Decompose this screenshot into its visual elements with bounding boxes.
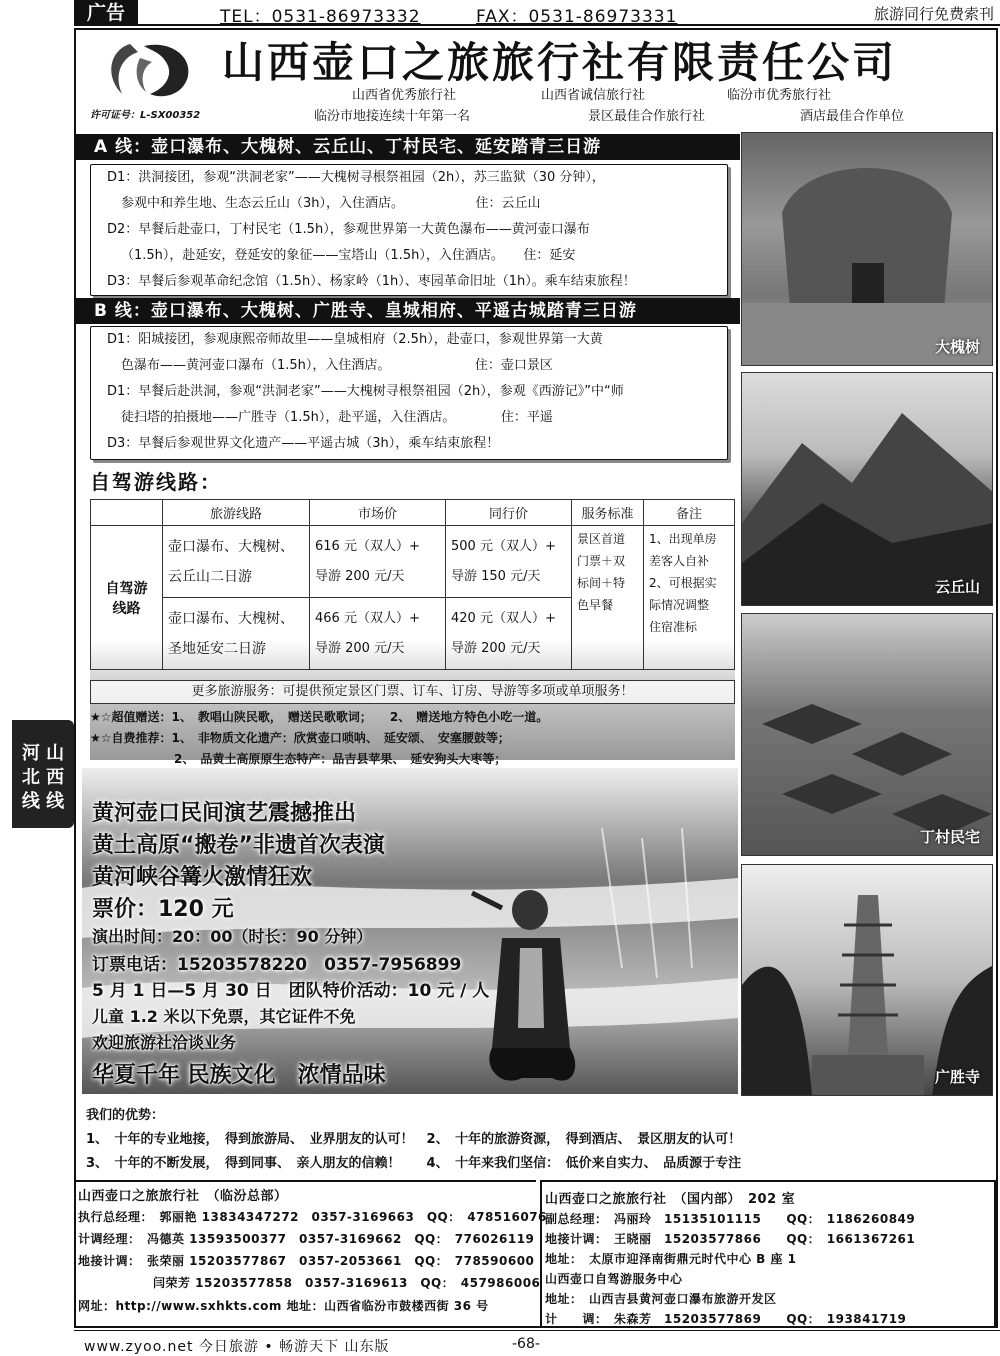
photo-label: 广胜寺 [934, 1068, 980, 1086]
route-cell: 壶口瀑布、大槐树、 云丘山二日游 [163, 526, 310, 598]
honor: 山西省诚信旅行社 [541, 88, 646, 103]
show-price: 票价：120 元 [92, 897, 234, 922]
itinerary-row: D2：早餐后赴壶口，丁村民宅（1.5h），参观世界第一大黄色瀑布——黄河壶口瀑布 [107, 222, 590, 237]
contact-row: 计 调： 朱森芳 15203577869 QQ： 193841719 [545, 1312, 907, 1326]
contact-row: 网址：http://www.sxhkts.com 地址：山西省临汾市鼓楼西街 36 号 [78, 1299, 489, 1313]
index-label: 旅游同行免费索刊 [873, 5, 994, 23]
itinerary-row: D1：早餐后赴洪洞，参观“洪洞老家”——大槐树寻根祭祖园（2h），参观《西游记》”中“师 [107, 384, 624, 399]
line-a-title: A 线：壶口瀑布、大槐树、云丘山、丁村民宅、延安踏青三日游 [76, 134, 740, 160]
remark: 1、出现单房 差客人自补 2、可根据实 际情况调整 住宿准标 [644, 526, 735, 670]
license-number: 许可证号：L-SX00352 [90, 110, 201, 121]
show-slogan: 华夏千年 民族文化 浓情品味 [92, 1063, 386, 1088]
photo-yunqiushan [741, 372, 993, 606]
contact-title: 山西壶口之旅旅行社 （临汾总部） [78, 1189, 288, 1204]
contact-row: 地址： 太原市迎泽南街鼎元时代中心 B 座 1 [545, 1252, 797, 1266]
table-header: 市场价 [310, 500, 446, 526]
market-price: 616 元（双人）+ 导游 200 元/天 [310, 526, 446, 598]
footer-site: www.zyoo.net 今日旅游 • 畅游天下 山东版 [84, 1339, 390, 1355]
side-text: 北 西 [21, 767, 65, 788]
gift-line: ★☆自费推荐：1、 非物质文化遗产：欣赏壶口唢呐、 延安颂、 安塞腰鼓等； [90, 731, 510, 745]
honor: 酒店最佳合作单位 [800, 109, 905, 124]
itinerary-row: D1：洪洞接团，参观“洪洞老家”——大槐树寻根祭祖园（2h），苏三监狱（30 分钟）， [107, 170, 605, 185]
peer-price: 420 元（双人）+ 导游 200 元/天 [446, 598, 572, 670]
itinerary-row: 色瀑布——黄河壶口瀑布（1.5h），入住酒店。 住：壶口景区 [121, 358, 553, 373]
line-b-title: B 线：壶口瀑布、大槐树、广胜寺、皇城相府、平遥古城踏青三日游 [76, 298, 740, 324]
company-name: 山西壶口之旅旅行社有限责任公司 [222, 38, 898, 87]
honor: 景区最佳合作旅行社 [588, 109, 706, 124]
advantages-row: 1、 十年的专业地接， 得到旅游局、 业界朋友的认可！ 2、 十年的旅游资源， 得到酒店、 景区朋友的认可！ [86, 1132, 742, 1147]
itinerary-row: 参观中和养生地、生态云丘山（3h），入住酒店。 住：云丘山 [121, 196, 541, 211]
itinerary-row: D3：早餐后参观世界文化遗产——平遥古城（3h），乘车结束旅程！ [107, 436, 500, 451]
show-time: 演出时间：20：00（时长：90 分钟） [92, 927, 373, 946]
company-logo-icon [100, 36, 200, 104]
show-line: 儿童 1.2 米以下免票，其它证件不免 [92, 1007, 356, 1026]
show-line: 欢迎旅游社洽谈业务 [92, 1033, 237, 1052]
photo-label: 云丘山 [934, 578, 980, 596]
contact-row: 地址： 山西吉县黄河壶口瀑布旅游开发区 [545, 1292, 777, 1306]
table-header-empty [91, 500, 163, 526]
show-phone: 订票电话：15203578220 0357-7956899 [92, 955, 462, 975]
fax-number: FAX：0531-86973331 [476, 7, 678, 27]
itinerary-row: 徒扫塔的拍摄地——广胜寺（1.5h），赴平遥，入住酒店。 住：平遥 [121, 410, 553, 425]
show-promo: 5 月 1 日—5 月 30 日 团队特价活动：10 元 / 人 [92, 981, 490, 1001]
contact-row: 地接计调： 王晓丽 15203577866 QQ： 1661367261 [545, 1232, 916, 1246]
honor: 山西省优秀旅行社 [352, 88, 457, 103]
line-b-itinerary [90, 326, 728, 460]
honor: 临汾市地接连续十年第一名 [314, 109, 471, 124]
tel-number: TEL：0531-86973332 [220, 7, 421, 27]
side-text: 河 山 [21, 743, 65, 764]
contact-row: 山西壶口自驾游服务中心 [545, 1272, 683, 1286]
contact-title: 山西壶口之旅旅行社 （国内部） 202 室 [545, 1192, 796, 1207]
peer-price: 500 元（双人）+ 导游 150 元/天 [446, 526, 572, 598]
photo-label: 丁村民宅 [919, 828, 980, 846]
advantages-title: 我们的优势： [86, 1108, 165, 1123]
page-number: -68- [512, 1336, 540, 1352]
selfdrive-title: 自驾游线路： [90, 470, 222, 494]
line-a-itinerary [90, 164, 728, 296]
route-cell: 壶口瀑布、大槐树、 圣地延安二日游 [163, 598, 310, 670]
itinerary-row: （1.5h），赴延安，登延安的象征——宝塔山（1.5h），入住酒店。 住：延安 [121, 248, 576, 263]
contact-row: 副总经理： 冯丽玲 15135101115 QQ： 1186260849 [545, 1212, 916, 1226]
side-text: 线 线 [21, 791, 65, 812]
photo-label: 大槐树 [934, 338, 980, 356]
table-header: 旅游线路 [163, 500, 310, 526]
show-line: 黄河壶口民间演艺震撼推出 [92, 801, 357, 826]
itinerary-row: D1：阳城接团，参观康熙帝师故里——皇城相府（2.5h），赴壶口，参观世界第一大黄 [107, 332, 603, 347]
table-header: 同行价 [446, 500, 572, 526]
gift-line: 2、 品黄土高原原生态特产：品吉县苹果、 延安狗头大枣等； [90, 752, 507, 766]
show-line: 黄河峡谷篝火激情狂欢 [92, 865, 313, 890]
market-price: 466 元（双人）+ 导游 200 元/天 [310, 598, 446, 670]
contact-row: 地接计调： 张荣丽 15203577867 0357-2053661 QQ： 778590600 [78, 1254, 535, 1268]
selfdrive-table [90, 499, 735, 670]
show-banner [82, 768, 738, 1094]
table-header: 服务标准 [572, 500, 644, 526]
photo-guangshengsi [741, 864, 993, 1096]
contact-row: 闫荣芳 15203577858 0357-3169613 QQ： 457986006 [78, 1276, 541, 1290]
table-row [91, 526, 735, 598]
service-standard: 景区首道 门票＋双 标间＋特 色早餐 [572, 526, 644, 670]
ad-tag: 广告 [74, 0, 138, 26]
honor: 临汾市优秀旅行社 [727, 88, 832, 103]
advantages-row: 3、 十年的不断发展， 得到同事、 亲人朋友的信赖！ 4、 十年来我们坚信： 低价来自实力、 品质源于专注 [86, 1156, 742, 1171]
row-label: 自驾游 线路 [91, 526, 163, 670]
itinerary-row: D3：早餐后参观革命纪念馆（1.5h）、杨家岭（1h）、枣园革命旧址（1h）。乘车结束旅程！ [107, 274, 636, 289]
show-line: 黄土高原“搬卷”非遗首次表演 [92, 833, 385, 858]
photo-dahuaishu [741, 132, 993, 366]
photo-dingcun [741, 613, 993, 856]
contact-row: 执行总经理： 郭丽艳 13834347272 0357-3169663 QQ： 478516076 [78, 1210, 547, 1224]
more-services: 更多旅游服务：可提供预定景区门票、订车、订房、导游等多项或单项服务！ [90, 680, 735, 704]
footer-rule [74, 1330, 1000, 1331]
side-tab [12, 720, 74, 828]
contact-row: 计调经理： 冯德英 13593500377 0357-3169662 QQ： 776026119 [78, 1232, 535, 1246]
gift-line: ★☆超值赠送：1、 教唱山陕民歌， 赠送民歌歌词； 2、 赠送地方特色小吃一道。 [90, 710, 549, 724]
divider [76, 1180, 536, 1182]
table-header: 备注 [644, 500, 735, 526]
